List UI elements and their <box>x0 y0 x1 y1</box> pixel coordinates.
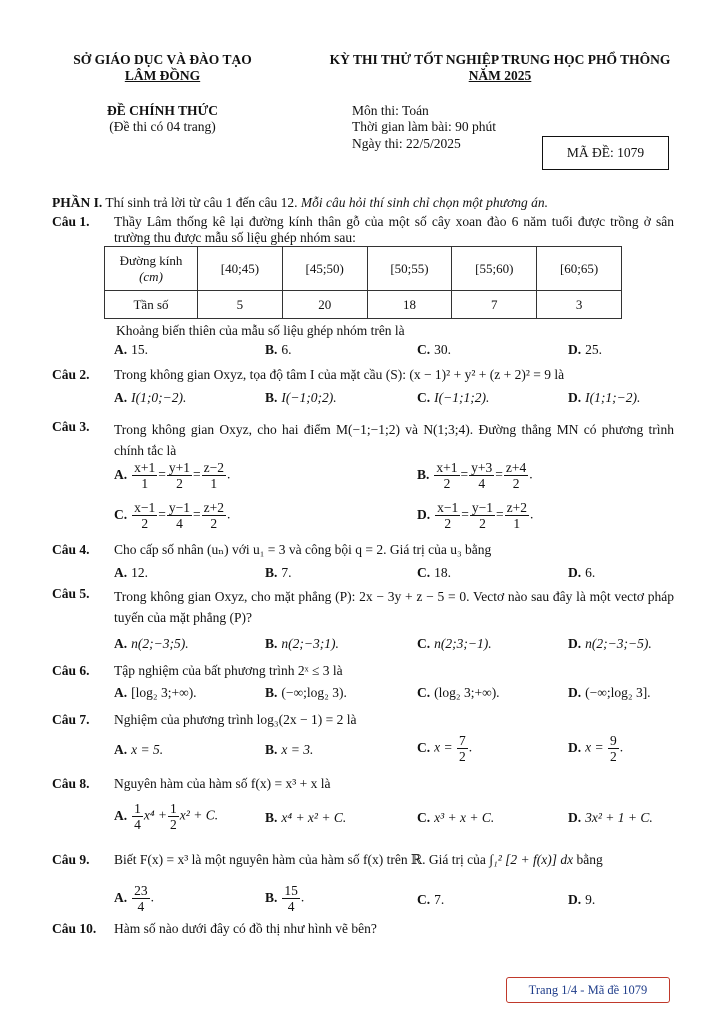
table-group-1: [40;45) <box>198 247 283 291</box>
q9-number: Câu 9. <box>52 852 90 867</box>
table-group-4: [55;60) <box>452 247 537 291</box>
q3-option-d[interactable]: D. $\frac{x-1}{2}$ = $\frac{y-1}{2}$ = $\frac{z+2}{1}$ . <box>417 500 534 531</box>
pages-note: (Đề thi có 04 trang) <box>109 119 216 134</box>
exam-line1: KỲ THI THỬ TỐT NGHIỆP TRUNG HỌC PHỔ THÔNG <box>329 52 671 67</box>
q10-number: Câu 10. <box>52 921 97 936</box>
q5-option-b[interactable]: B. n(2;−3;1). <box>265 636 339 651</box>
q4-number: Câu 4. <box>52 542 90 557</box>
q4-option-c[interactable]: C. 18. <box>417 565 451 580</box>
q10-text: Hàm số nào dưới đây có đồ thị như hình vẽ bên? <box>114 921 377 936</box>
q2-option-b[interactable]: B. I(−1;0;2). <box>265 390 337 405</box>
q8-option-c[interactable]: C. x³ + x + C. <box>417 810 495 825</box>
q6-option-b[interactable]: B. (−∞;log₂ 3). <box>265 685 347 700</box>
org-line1: SỞ GIÁO DỤC VÀ ĐÀO TẠO <box>73 52 252 67</box>
q5-option-c[interactable]: C. n(2;3;−1). <box>417 636 492 651</box>
duration: Thời gian làm bài: 90 phút <box>352 119 496 134</box>
table-freq-4: 7 <box>452 291 537 319</box>
q1-option-d[interactable]: D. 25. <box>568 342 602 357</box>
q2-text: Trong không gian Oxyz, tọa độ tâm I của mặt cầu (S): (x − 1)² + y² + (z + 2)² = 9 là <box>114 367 565 382</box>
official-label: ĐỀ CHÍNH THỨC <box>106 103 218 118</box>
q1-option-c[interactable]: C. 30. <box>417 342 451 357</box>
q3-option-b[interactable]: B. $\frac{x+1}{2}$ = $\frac{y+3}{4}$ = $\frac{z+4}{2}$ . <box>417 460 533 491</box>
q8-number: Câu 8. <box>52 776 90 791</box>
q1-option-b[interactable]: B. 6. <box>265 342 292 357</box>
table-freq-2: 20 <box>282 291 367 319</box>
table-freq-3: 18 <box>367 291 452 319</box>
q2-option-a[interactable]: A. I(1;0;−2). <box>114 390 187 405</box>
table-header-frequency: Tần số <box>105 291 198 319</box>
table-group-2: [45;50) <box>282 247 367 291</box>
q1-text: Thầy Lâm thống kê lại đường kính thân gỗ của một số cây xoan đào 6 năm tuổi được trồng ở sân trường thu được mẫu số liệu ghép nhóm sau: <box>114 214 674 245</box>
q9-option-c[interactable]: C. 7. <box>417 892 445 907</box>
q7-number: Câu 7. <box>52 712 90 727</box>
q5-option-a[interactable]: A. n(2;−3;5). <box>114 636 189 651</box>
exam-code-box: MÃ ĐỀ: 1079 <box>542 136 669 170</box>
q4-option-a[interactable]: A. 12. <box>114 565 148 580</box>
q3-option-a[interactable]: A. $\frac{x+1}{1}$ = $\frac{y+1}{2}$ = $\frac{z-2}{1}$ . <box>114 460 231 491</box>
q6-option-a[interactable]: A. [log₂ 3;+∞). <box>114 685 197 700</box>
q7-option-b[interactable]: B. x = 3. <box>265 742 314 757</box>
subject: Môn thi: Toán <box>352 103 429 118</box>
page-footer: Trang 1/4 - Mã đề 1079 <box>506 977 670 1003</box>
part-heading: PHẦN I. Thí sinh trả lời từ câu 1 đến câu 12. Mỗi câu hỏi thí sinh chỉ chọn một phương án. <box>52 195 548 210</box>
table-freq-1: 5 <box>198 291 283 319</box>
q4-option-d[interactable]: D. 6. <box>568 565 596 580</box>
q8-option-b[interactable]: B. x⁴ + x² + C. <box>265 810 347 825</box>
q8-text: Nguyên hàm của hàm số f(x) = x³ + x là <box>114 776 331 791</box>
q9-option-d[interactable]: D. 9. <box>568 892 596 907</box>
table-group-5: [60;65) <box>537 247 622 291</box>
q6-option-c[interactable]: C. (log₂ 3;+∞). <box>417 685 500 700</box>
q2-number: Câu 2. <box>52 367 90 382</box>
q9-option-a[interactable]: A. $\frac{23}{4}$ . <box>114 883 154 914</box>
exam-date: Ngày thi: 22/5/2025 <box>352 136 461 151</box>
q6-text: Tập nghiệm của bất phương trình 2ˣ ≤ 3 là <box>114 663 343 678</box>
q5-option-d[interactable]: D. n(2;−3;−5). <box>568 636 652 651</box>
exam-line2: NĂM 2025 <box>468 68 532 83</box>
q2-option-d[interactable]: D. I(1;1;−2). <box>568 390 641 405</box>
q4-text: Cho cấp số nhân (uₙ) với u₁ = 3 và công bội q = 2. Giá trị của u₃ bằng <box>114 542 492 557</box>
q3-number: Câu 3. <box>52 419 90 434</box>
q3-text: Trong không gian Oxyz, cho hai điểm M(−1;−1;2) và N(1;3;4). Đường thẳng MN có phương trình chính tắc là <box>114 422 674 458</box>
table-group-3: [50;55) <box>367 247 452 291</box>
frequency-table <box>104 246 622 319</box>
q4-option-b[interactable]: B. 7. <box>265 565 292 580</box>
table-header-diameter: Đường kính (cm) <box>105 247 198 291</box>
q7-option-d[interactable]: D. x = $\frac{9}{2}$ . <box>568 733 624 764</box>
q3-option-c[interactable]: C. $\frac{x-1}{2}$ = $\frac{y-1}{4}$ = $\frac{z+2}{2}$ . <box>114 500 231 531</box>
q9-text: Biết F(x) = x³ là một nguyên hàm của hàm số f(x) trên ℝ. Giá trị của ∫₁² [2 + f(x)] dx bằng <box>114 852 603 867</box>
q1-number: Câu 1. <box>52 214 90 229</box>
q6-number: Câu 6. <box>52 663 90 678</box>
q7-text: Nghiệm của phương trình log₃(2x − 1) = 2 là <box>114 712 357 727</box>
q9-option-b[interactable]: B. $\frac{15}{4}$ . <box>265 883 305 914</box>
org-line2: LÂM ĐỒNG <box>124 68 201 83</box>
q7-option-c[interactable]: C. x = $\frac{7}{2}$ . <box>417 733 473 764</box>
q1-option-a[interactable]: A. 15. <box>114 342 148 357</box>
q1-ask: Khoảng biến thiên của mẫu số liệu ghép nhóm trên là <box>116 323 405 338</box>
q5-text: Trong không gian Oxyz, cho mặt phẳng (P): 2x − 3y + z − 5 = 0. Vectơ nào sau đây là một vectơ pháp tuyến của mặt phẳng (P)? <box>114 589 674 625</box>
q8-option-a[interactable]: A. $\frac{1}{4}$ x⁴ + $\frac{1}{2}$ x² + C. <box>114 801 219 832</box>
q8-option-d[interactable]: D. 3x² + 1 + C. <box>568 810 653 825</box>
q5-number: Câu 5. <box>52 586 90 601</box>
q2-option-c[interactable]: C. I(−1;1;2). <box>417 390 490 405</box>
q6-option-d[interactable]: D. (−∞;log₂ 3]. <box>568 685 651 700</box>
q9-integral: ∫₁² [2 + f(x)] dx <box>489 852 574 867</box>
table-freq-5: 3 <box>537 291 622 319</box>
q7-option-a[interactable]: A. x = 5. <box>114 742 164 757</box>
